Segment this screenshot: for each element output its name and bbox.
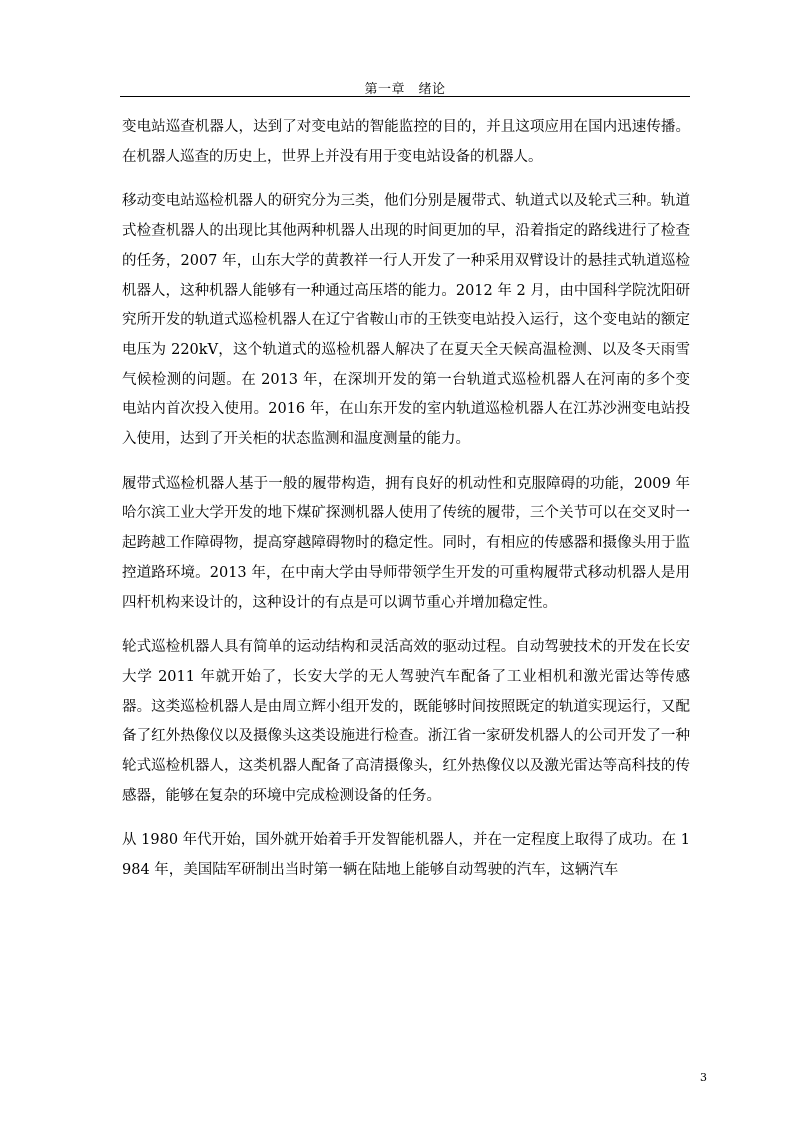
paragraph: 移动变电站巡检机器人的研究分为三类，他们分别是履带式、轨道式以及轮式三种。轨道式检查机器人的出现比其他两种机器人出现的时间更加的早，沿着指定的路线进行了检查的任务，2007 年，山东大学的黄教祥一行人开发了一种采用双臂设计的悬挂式轨道巡检机器人，这种机器人能够有一种通过高压塔的能力。2012 年 2 月，由中国科学院沈阳研究所开发的轨道式巡检机器人在辽宁省鞍山市的王铁变电站投入运行，这个变电站的额定电压为 220kV，这个轨道式的巡检机器人解决了在夏天全天候高温检测、以及冬天雨雪气候检测的问题。在 2013 年，在深圳开发的第一台轨道式巡检机器人在河南的多个变电站内首次投入使用。2016 年，在山东开发的室内轨道巡检机器人在江苏沙洲变电站投入使用，达到了开关柜的状态监测和温度测量的能力。 <box>122 193 690 448</box>
paragraph: 从 1980 年代开始，国外就开始着手开发智能机器人，并在一定程度上取得了成功。在 1984 年，美国陆军研制出当时第一辆在陆地上能够自动驾驶的汽车，这辆汽车 <box>122 832 690 879</box>
running-header: 第一章 绪论 <box>364 82 446 97</box>
paragraph: 变电站巡查机器人，达到了对变电站的智能监控的目的，并且这项应用在国内迅速传播。在机器人巡查的历史上，世界上并没有用于变电站设备的机器人。 <box>122 119 690 165</box>
header-divider <box>120 96 690 97</box>
page-number: 3 <box>700 1071 707 1084</box>
document-body <box>122 113 690 901</box>
paragraph: 履带式巡检机器人基于一般的履带构造，拥有良好的机动性和克服障碍的功能，2009 年哈尔滨工业大学开发的地下煤矿探测机器人使用了传统的履带，三个关节可以在交叉时一起跨越工作障碍物，提高穿越障碍物时的稳定性。同时，有相应的传感器和摄像头用于监控道路环境。2013 年，在中南大学由导师带领学生开发的可重构履带式移动机器人是用四杆机构来设计的，这种设计的有点是可以调节重心并增加稳定性。 <box>122 475 690 611</box>
paragraph: 轮式巡检机器人具有简单的运动结构和灵活高效的驱动过程。自动驾驶技术的开发在长安大学 2011 年就开始了，长安大学的无人驾驶汽车配备了工业相机和激光雷达等传感器。这类巡检机器人是由周立辉小组开发的，既能够时间按照既定的轨道实现运行，又配备了红外热像仪以及摄像头这类设施进行检查。浙江省一家研发机器人的公司开发了一种轮式巡检机器人，这类机器人配备了高清摄像头，红外热像仪以及激光雷达等高科技的传感器，能够在复杂的环境中完成检测设备的任务。 <box>122 639 690 804</box>
